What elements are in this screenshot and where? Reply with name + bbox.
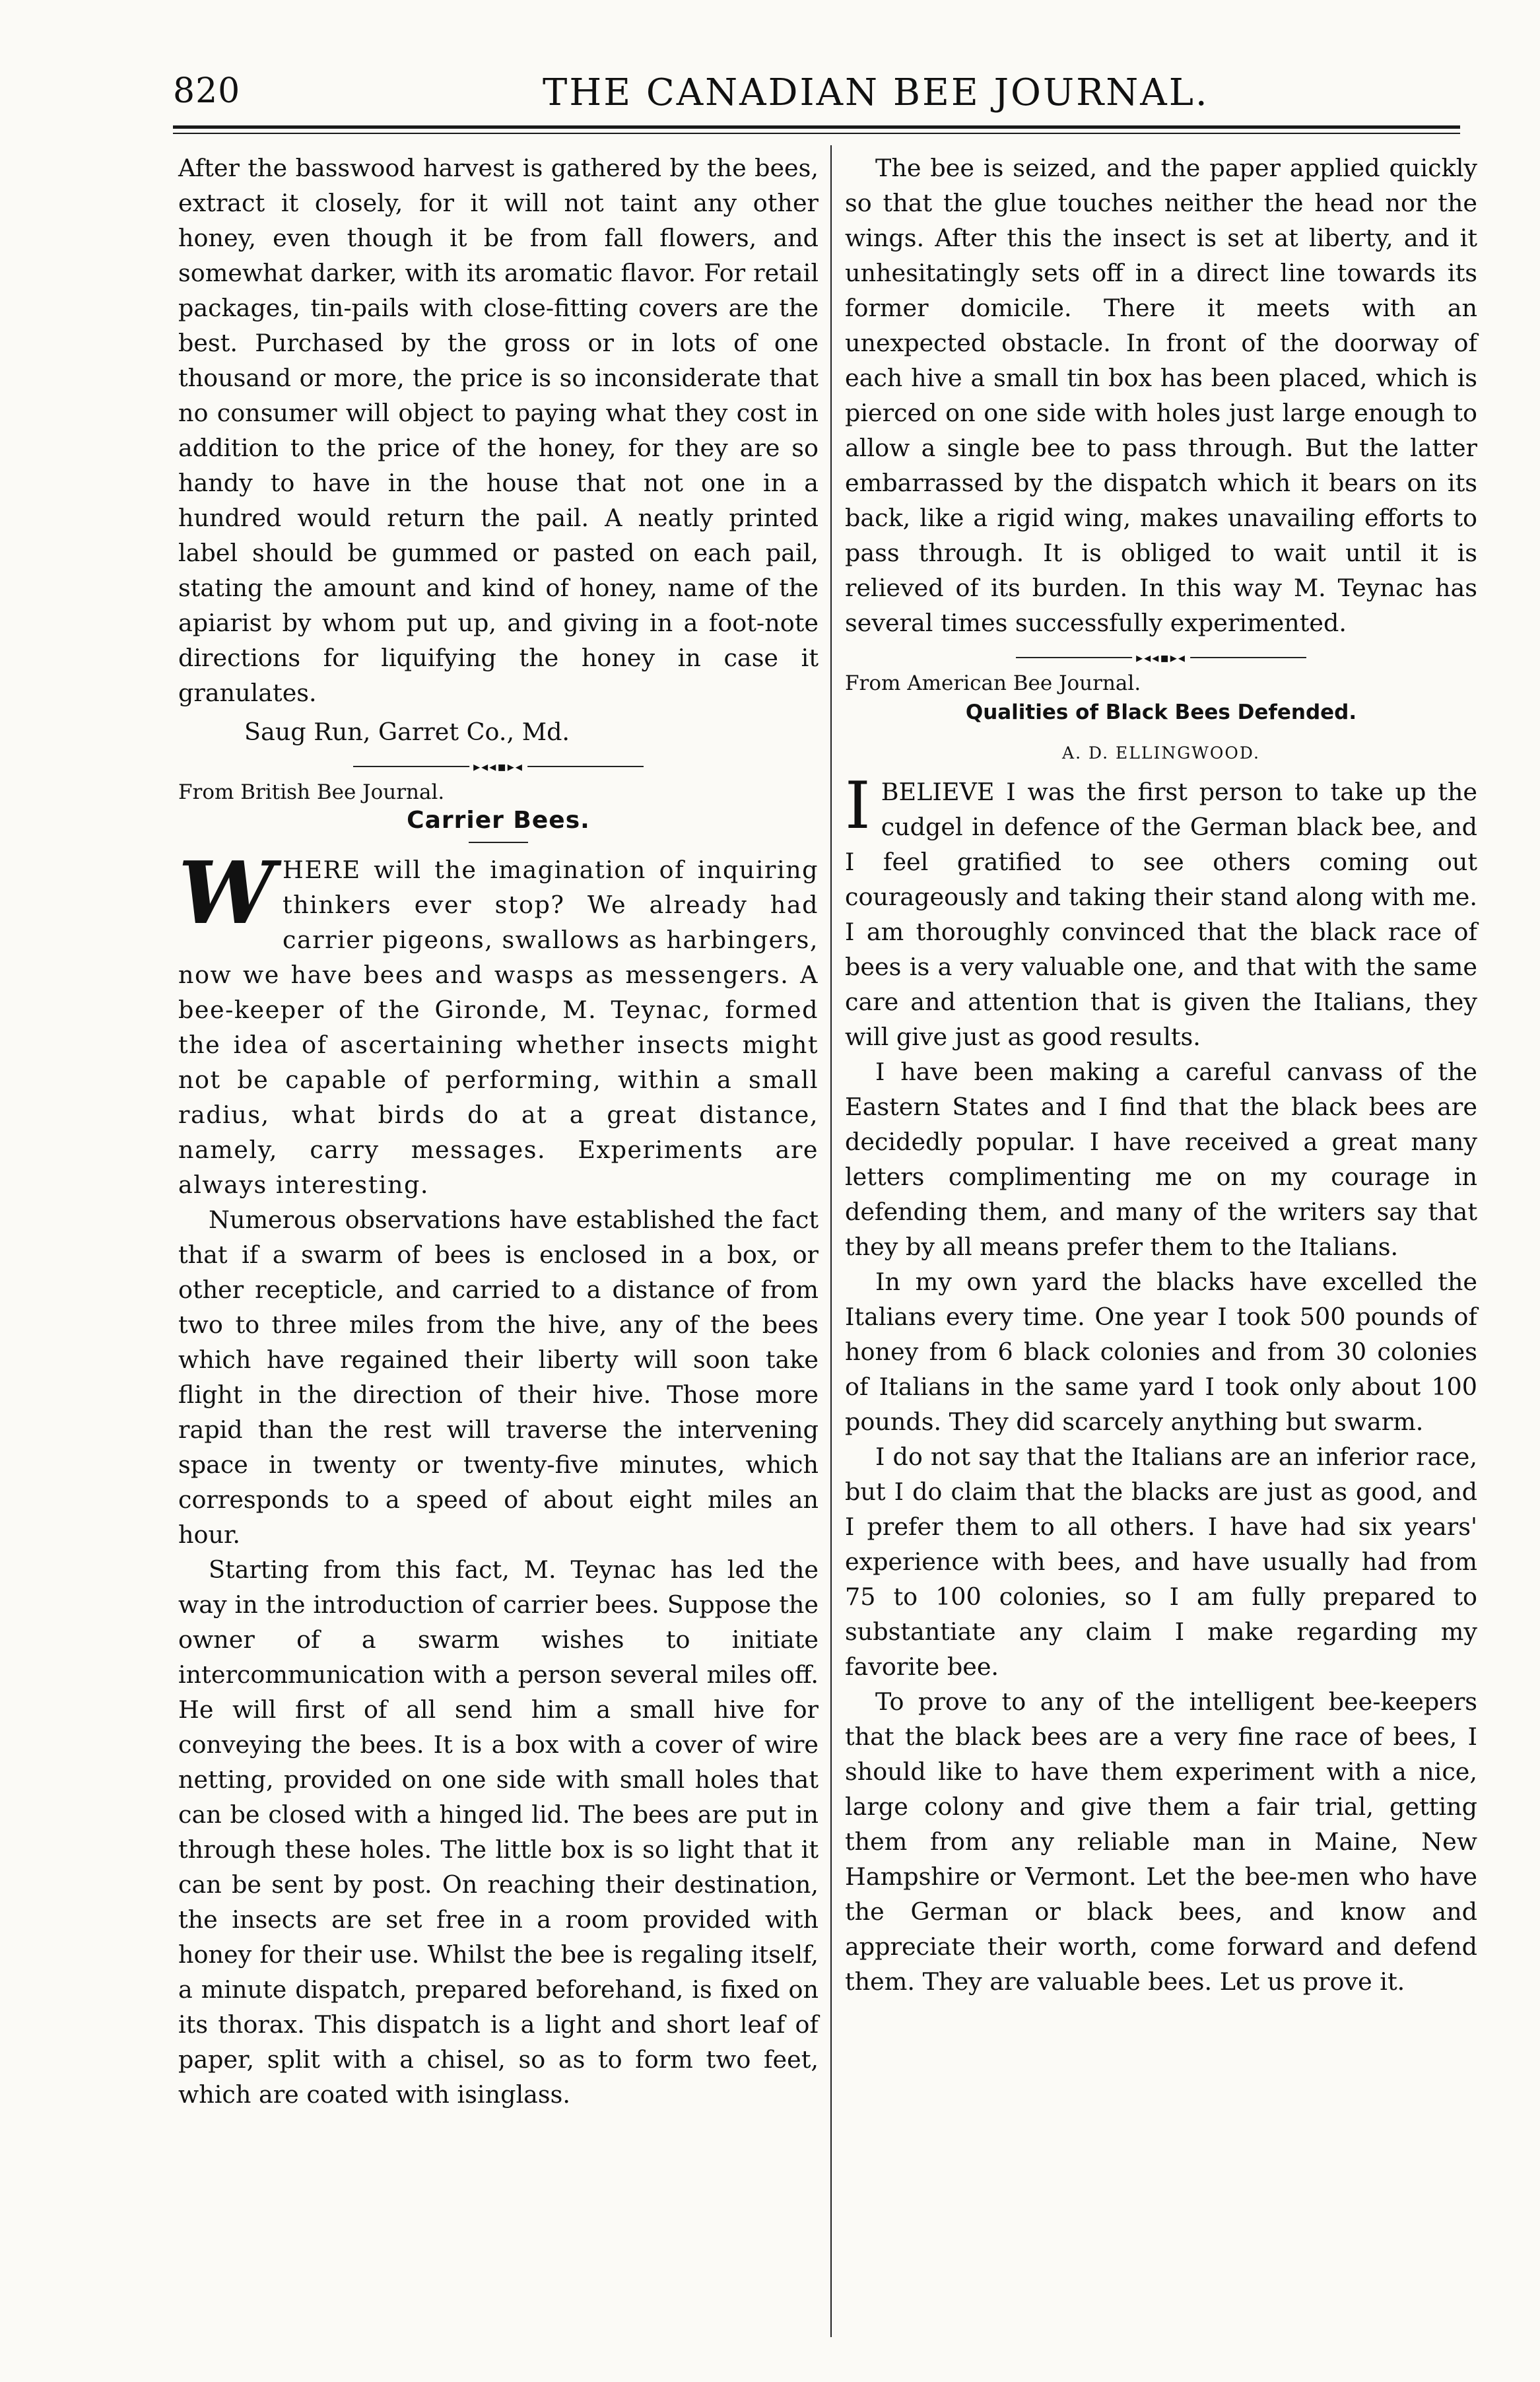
inferior-race-paragraph: I do not say that the Italians are an inferior race, but I do claim that the blacks are just as good, and I prefer them to all others. I have had six years' experience with bees, and have usually had from 75 to 100 colonies, so I am fully prepared to substantiate any claim I make regarding my favorite bee.	[845, 1443, 1477, 1681]
ornament-mark: ▸◂◂▪▸◂	[1132, 651, 1190, 664]
header-rule	[173, 125, 1460, 129]
right-column	[845, 151, 1477, 1999]
title-rule	[469, 842, 528, 843]
carrier-bees-continued: The bee is seized, and the paper applied quickly so that the glue touches neither the head nor the wings. After this the insect is set at liberty, and it unhesitatingly sets off in a direct line towards its former domicile. There it meets with an unexpected obstacle. In front of the doorway of each hive a small tin box has been placed, which is pierced on one side with holes just large enough to allow a single bee to pass through. But the latter embarrassed by the dispatch which it bears on its back, like a rigid wing, makes unavailing efforts to pass through. It is obliged to wait until it is relieved of its burden. In this way M. Teynac has several times successfully experimented.	[845, 154, 1477, 637]
canvass-paragraph: I have been making a careful canvass of the Eastern States and I find that the black bees are decidedly popular. I have received a great many letters complimenting me on my courage in defending them, and many of the writers say that they by all means prefer them to the Italians.	[845, 1058, 1477, 1261]
article-author: A. D. ELLINGWOOD.	[1062, 743, 1260, 763]
section-ornament	[178, 760, 819, 773]
left-column	[178, 151, 819, 2112]
article-source: From British Bee Journal.	[178, 780, 445, 804]
basswood-paragraph: After the basswood harvest is gathered by the bees, extract it closely, for it will not taint any other honey, even though it be from fall flowers, and somewhat darker, with its aromatic flavor. For retail packages, tin-pails with close-fitting covers are the best. Purchased by the gross or in lots of one thousand or more, the price is so inconsiderate that no consumer will object to paying what they cost in addition to the price of the honey, for they are so handy to have in the house that not one in a hundred would return the pail. A neatly printed label should be gummed or pasted on each pail, stating the amount and kind of honey, name of the apiarist by whom put up, and giving in a foot-note directions for liquifying the honey in case it granulates.	[178, 154, 819, 707]
black-bees-intro	[845, 768, 1477, 1054]
intro-text: HERE will the imagination of inquiring thinkers ever stop? We already had carrier pigeons, swallows as harbingers, now we have bees and wasps as messengers. A bee-keeper of the Gironde, M. Teynac, formed the idea of ascertaining whether insects might not be capable of performing, within a small radius, what birds do at a great distance, namely, carry messages. Experiments are always interesting.	[178, 856, 819, 1199]
own-yard-paragraph: In my own yard the blacks have excelled the Italians every time. One year I took 500 pounds of honey from 6 black colonies and from 30 colonies of Italians in the same yard I took only about 100 pounds. They did scarcely anything but swarm.	[845, 1268, 1477, 1436]
article-title: Carrier Bees.	[407, 807, 590, 834]
intro-text: BELIEVE I was the first person to take up the cudgel in defence of the German black bee, and I feel gratified to see others coming out courageously and taking their stand along with me. I am thoroughly convinced that the black race of bees is a very valuable one, and that with the same care and attention that is given the Italians, they will give just as good results.	[845, 778, 1477, 1051]
starting-paragraph: Starting from this fact, M. Teynac has led the way in the introduction of carrier bees. Suppose the owner of a swarm wishes to initiate intercommunication with a person several miles off. He will first of all send him a small hive for conveying the bees. It is a box with a cover of wire netting, provided on one side with small holes that can be closed with a hinged lid. The bees are put in through these holes. The little box is so light that it can be sent by post. On reaching their destination, the insects are set free in a room provided with honey for their use. Whilst the bee is regaling itself, a minute dispatch, prepared beforehand, is fixed on its thorax. This dispatch is a light and short leaf of paper, split with a chisel, so as to form two feet, which are coated with isinglass.	[178, 1555, 819, 2109]
observations-paragraph: Numerous observations have established the fact that if a swarm of bees is enclosed in a box, or other recepticle, and carried to a distance of from two to three miles from the hive, any of the bees which have regained their liberty will soon take flight in the direction of their hive. Those more rapid than the rest will traverse the intervening space in twenty or twenty-five minutes, which corresponds to a speed of about eight miles an hour.	[178, 1206, 819, 1549]
column-divider	[830, 145, 832, 2337]
dropcap-letter: W	[178, 842, 275, 943]
signature: Saug Run, Garret Co., Md.	[244, 718, 570, 746]
header-rule-thin	[173, 133, 1460, 134]
page-header	[173, 71, 1460, 131]
ornament-mark: ▸◂◂▪▸◂	[469, 760, 527, 773]
section-ornament	[845, 651, 1477, 664]
dropcap-letter: I	[845, 768, 871, 844]
carrier-bees-intro	[178, 842, 819, 1202]
page-number: 820	[173, 71, 241, 111]
prove-paragraph: To prove to any of the intelligent bee-keepers that the black bees are a very fine race of bees, I should like to have them experiment with a nice, large colony and give them a fair trial, getting them from any reliable man in Maine, New Hampshire or Vermont. Let the bee-men who have the German or black bees, and know and appreciate their worth, come forward and defend them. They are valuable bees. Let us prove it.	[845, 1687, 1477, 1996]
article-title: Qualities of Black Bees Defended.	[965, 700, 1357, 724]
journal-title: THE CANADIAN BEE JOURNAL.	[543, 71, 1209, 114]
article-source: From American Bee Journal.	[845, 671, 1141, 695]
